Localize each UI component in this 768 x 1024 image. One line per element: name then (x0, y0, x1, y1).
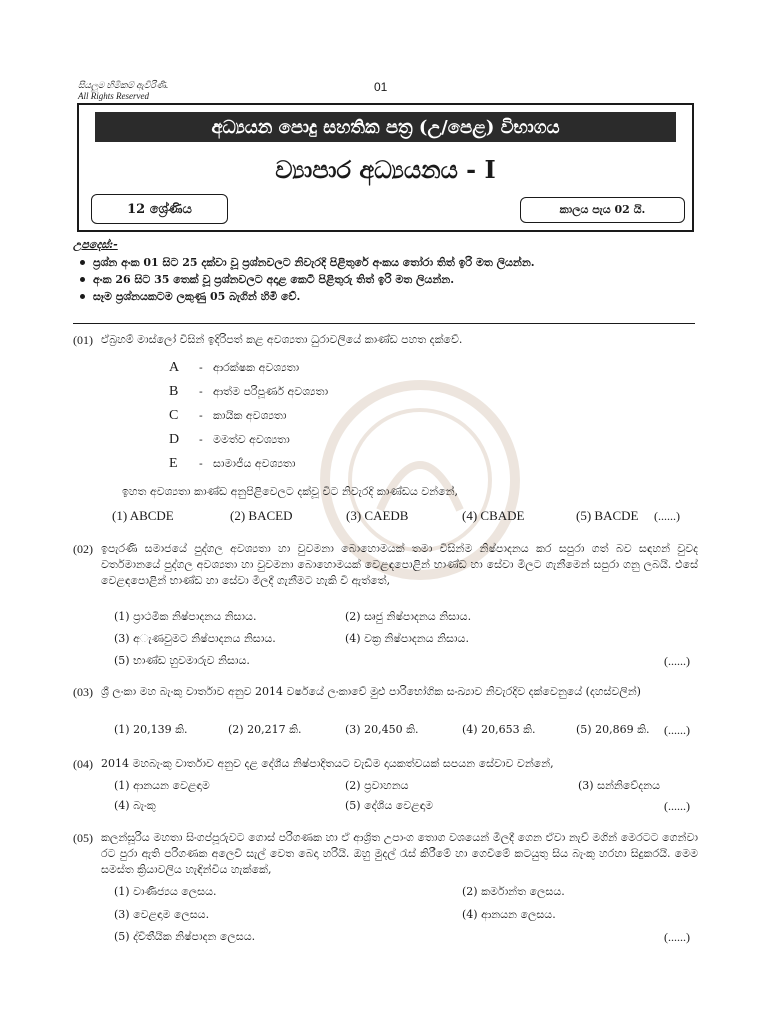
item-text: කායික අවශ්‍යතා (213, 409, 287, 422)
answer-option: (5) 20,869 කි. (576, 723, 650, 736)
answer-option: (3) වෙළඳාම ලෙසය. (114, 908, 210, 921)
answer-option: (2) ප්‍රවාහනය (345, 779, 409, 792)
item-letter: C (169, 408, 179, 423)
question-number: (04) (73, 757, 93, 771)
answer-blank[interactable]: (......) (664, 799, 690, 813)
answer-option: (3) සන්නිවේදනය (578, 779, 660, 792)
instruction-item: සෑම ප්‍රශ්නයකටම ලකුණු 05 බැගින් හිමි වේ. (93, 288, 693, 305)
question-2 (73, 541, 698, 589)
answer-option: (4) 20,653 කි. (462, 723, 536, 736)
question-3 (73, 684, 698, 700)
copyright-sinhala: සියලුම හිමිකම් ඇවිරිණි. (78, 80, 169, 90)
answer-option: (2) සෘජු නිෂ්පාදනය නිසාය. (345, 610, 472, 623)
answer-blank[interactable]: (......) (664, 723, 690, 737)
copyright-notice (78, 80, 168, 102)
question-number: (05) (73, 831, 93, 845)
question-text: ඉපැරණි සමාජයේ පුද්ගල අවශ්‍යතා හා වුවමනා බොහොමයක් තමා විසින්ම නිෂ්පාදනය කර සපුරා ගත් බව සඳහන් වුවද වර්තමානයේ පුද්ගල අවශ්‍යතා හා වුවමනා බොහොමයක් වෙළඳපොළින් භාණ්ඩ හා සේවා මිලට ගැනීමෙන් සපුරා ගනු ලබයි. එසේ වෙළඳපොළින් භාණ්ඩ හා සේවා මිලදී ගැනීමට හැකි වී ඇත්තේ, (101, 542, 698, 587)
answer-option: (5) භාණ්ඩ හුවමාරුව නිසාය. (114, 654, 250, 667)
instructions-list (73, 254, 693, 305)
list-item: A - ආරක්ෂක අවශ්‍යතා (169, 360, 300, 375)
question-prompt: ඉහත අවශ්‍යතා කාණ්ඩ අනුපිළිවෙලට දක්වූ විට නිවැරදි කාණ්ඩය වන්නේ, (122, 485, 459, 498)
item-letter: A (169, 360, 180, 375)
answer-option: (1) ප්‍රාථමික නිෂ්පාදනය නිසාය. (114, 610, 257, 623)
page-number: 01 (374, 80, 388, 94)
question-text: ශ්‍රී ලංකා මහ බැංකු වාර්තාව අනුව 2014 වර්ෂයේ ලංකාවේ මුළු පාරිභෝගික සංඛ්‍යාව නිවැරදිව දක්වෙනුයේ (දහස්වලින්) (101, 685, 641, 698)
time-label: කාලය පැය 02 යි. (520, 197, 685, 223)
question-4 (73, 756, 698, 772)
copyright-english: All Rights Reserved (78, 91, 149, 101)
item-letter: E (169, 456, 178, 471)
answer-option: (5) ද්විතීයික නිෂ්පාදන ලෙසය. (114, 930, 256, 943)
question-text: කලන්සූරිය මහතා සිංගප්පූරුවට ගොස් පරිගණක හා ඒ ආශ්‍රිත උපාංග තොග වශයෙන් මිලදී ගෙන ඒවා නැව් මගින් මෙරටට ගෙන්වා රට පුරා ඇති පරිගණක අලෙවි සැල් වෙත බෙදා හරියි. ඔහු මුදල් රැස් කිරීමේ හා ගෙවීමේ කටයුතු සිය බැංකු හරහා සිදුකරයි. මෙම සමස්ත ක්‍රියාවලිය හැඳින්විය හැක්කේ, (101, 831, 698, 876)
list-item: E - සාමාජීය අවශ්‍යතා (169, 456, 296, 471)
item-letter: B (169, 384, 179, 399)
exam-header (77, 103, 694, 232)
instruction-item: අංක 26 සිට 35 තෙක් වූ ප්‍රශ්නවලට අදාළ කෙටි පිළිතුරු තිත් ඉරි මත ලියන්න. (93, 271, 693, 288)
answer-option: (4) බැංකු (114, 799, 156, 812)
list-item: B - ආත්ම පරිපූර්ණ අවශ්‍යතා (169, 384, 329, 399)
question-text: 2014 මහබැංකු වාර්තාව අනුව දළ දේශීය නිෂ්පාදිතයට වැඩිම දායකත්වයක් සපයන සේවාව වන්නේ, (101, 757, 554, 770)
subject-title: ව්‍යාපාර අධ්‍යයනය - I (275, 155, 496, 184)
answer-option: (3) 20,450 කි. (345, 723, 419, 736)
answer-option: (1) ආනයන වෙළඳාම (114, 779, 210, 792)
instructions (73, 238, 693, 305)
question-1 (73, 332, 698, 348)
answer-option: (2) 20,217 කි. (228, 723, 302, 736)
answer-option: (5) BACDE (576, 508, 639, 523)
answer-option: (1) වාණිජ්‍යය ලෙසය. (114, 885, 217, 898)
answer-option: (4) ආනයන ලෙසය. (462, 908, 556, 921)
question-text: ඒබ්‍රහම් මාස්ලෝ විසින් ඉදිරිපත් කළ අවශ්‍යතා ධුරාවලියේ කාණ්ඩ පහත දක්වේ. (101, 333, 463, 346)
list-item: C - කායික අවශ්‍යතා (169, 408, 287, 423)
answer-blank[interactable]: (......) (664, 930, 690, 944)
answer-blank[interactable]: (......) (654, 509, 680, 523)
instruction-item: ප්‍රශ්න අංක 01 සිට 25 දක්වා වූ ප්‍රශ්නවලට නිවැරදි පිළිතුරේ අංකය තෝරා තිත් ඉරි මත ලියන්න. (93, 254, 693, 271)
answer-option: (1) 20,139 කි. (114, 723, 188, 736)
item-text: මමත්ව අවශ්‍යතා (213, 433, 290, 446)
grade-label: 12 ශ්‍රේණිය (91, 194, 228, 224)
item-text: ආරක්ෂක අවශ්‍යතා (213, 361, 300, 374)
item-text: ආත්ම පරිපූර්ණ අවශ්‍යතා (213, 385, 329, 398)
question-number: (03) (73, 685, 93, 699)
question-number: (01) (73, 333, 93, 347)
answer-option: (3) CAEDB (346, 508, 409, 523)
question-5 (73, 830, 698, 878)
answer-option: (2) කර්මාන්ත ලෙසය. (462, 885, 565, 898)
answer-option: (4) CBADE (462, 508, 525, 523)
question-number: (02) (73, 542, 93, 556)
exam-title: අධ්‍යයන පොදු සහතික පත්‍ර (උ/පෙළ) විභාගය (95, 112, 676, 142)
answer-option: (3) අැණවුමට නිෂ්පාදනය නිසාය. (114, 632, 276, 645)
instructions-heading: උපදෙස්:- (73, 238, 118, 251)
answer-option: (5) දේශීය වෙළඳාම (345, 799, 434, 812)
divider (73, 323, 695, 324)
list-item: D - මමත්ව අවශ්‍යතා (169, 432, 290, 447)
answer-blank[interactable]: (......) (664, 654, 690, 668)
answer-option: (1) ABCDE (112, 508, 174, 523)
answer-option: (2) BACED (230, 508, 293, 523)
item-text: සාමාජීය අවශ්‍යතා (213, 457, 296, 470)
answer-option: (4) වක්‍ර නිෂ්පාදනය නිසාය. (345, 632, 469, 645)
item-letter: D (169, 432, 180, 447)
